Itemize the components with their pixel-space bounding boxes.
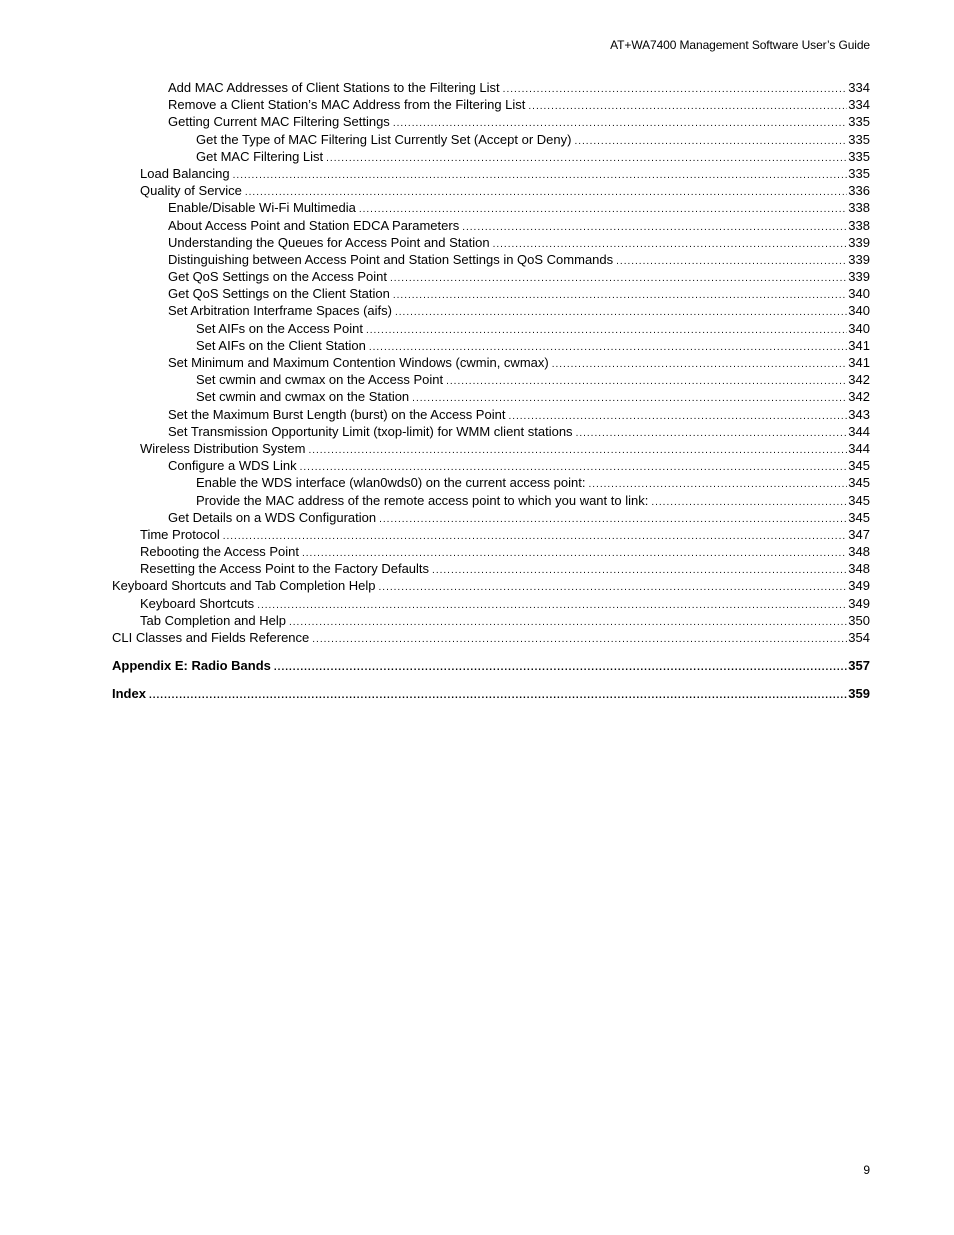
toc-entry-title: Set cwmin and cwmax on the Station [196,389,410,405]
toc-leader-dots [462,219,847,234]
toc-leader-dots [274,659,847,674]
toc-entry-page: 335 [848,148,870,164]
toc-leader-dots [432,562,847,577]
toc-leader-dots [393,287,847,302]
toc-entry-page: 336 [848,183,870,199]
toc-leader-dots [312,631,847,646]
toc-leader-dots [528,98,847,113]
toc-entry-title: Provide the MAC address of the remote access point to which you want to link: [196,492,649,508]
toc-entry-page: 339 [848,251,870,267]
toc-leader-dots [395,304,847,319]
toc-entry-title: Load Balancing [140,165,230,181]
toc-leader-dots [257,597,847,612]
toc-leader-dots [302,545,847,560]
toc-entry-page: 344 [848,440,870,456]
toc-entry[interactable] [112,199,870,216]
toc-leader-dots [493,236,848,251]
toc-entry[interactable] [112,685,870,702]
toc-entry-title: Keyboard Shortcuts [140,595,255,611]
toc-entry-page: 338 [848,200,870,216]
toc-entry[interactable] [112,612,870,629]
toc-entry-title: Remove a Client Station’s MAC Address from the Filtering List [168,97,526,113]
toc-leader-dots [552,356,848,371]
toc-entry-page: 347 [848,526,870,542]
toc-entry-title: Understanding the Queues for Access Point and Station [168,234,490,250]
toc-entry[interactable] [112,217,870,234]
toc-entry[interactable] [112,388,870,405]
toc-entry-page: 345 [848,492,870,508]
toc-entry-page: 334 [848,97,870,113]
toc-entry-title: Set Arbitration Interframe Spaces (aifs) [168,303,392,319]
toc-entry[interactable] [112,474,870,491]
toc-entry-page: 335 [848,114,870,130]
toc-entry-title: Configure a WDS Link [168,458,297,474]
toc-entry-page: 340 [848,303,870,319]
toc-leader-dots [616,253,847,268]
toc-leader-dots [446,373,847,388]
toc-entry-title: Quality of Service [140,183,242,199]
toc-entry[interactable] [112,320,870,337]
toc-entry-page: 341 [848,337,870,353]
toc-leader-dots [412,390,847,405]
toc-entry[interactable] [112,595,870,612]
toc-entry-title: Get the Type of MAC Filtering List Currently Set (Accept or Deny) [196,131,572,147]
toc-entry[interactable] [112,302,870,319]
toc-entry[interactable] [112,440,870,457]
toc-entry-title: Add MAC Addresses of Client Stations to the Filtering List [168,80,500,95]
running-header: AT+WA7400 Management Software User’s Guide [610,38,870,52]
toc-entry-page: 338 [848,217,870,233]
toc-leader-dots [393,115,847,130]
toc-entry-title: Get Details on a WDS Configuration [168,509,377,525]
toc-entry-title: Time Protocol [140,526,220,542]
toc-entry[interactable] [112,457,870,474]
toc-entry[interactable] [112,526,870,543]
toc-entry[interactable] [112,337,870,354]
toc-entry[interactable] [112,509,870,526]
toc-entry-title: Set the Maximum Burst Length (burst) on the Access Point [168,406,506,422]
toc-leader-dots [223,528,848,543]
toc-entry-title: Tab Completion and Help [140,612,286,628]
toc-leader-dots [379,511,847,526]
toc-entry-title: Keyboard Shortcuts and Tab Completion Help [112,578,376,594]
toc-entry[interactable] [112,285,870,302]
toc-entry[interactable] [112,406,870,423]
toc-entry[interactable] [112,182,870,199]
toc-entry[interactable] [112,423,870,440]
toc-entry-title: Set cwmin and cwmax on the Access Point [196,372,444,388]
toc-entry-title: Appendix E: Radio Bands [112,658,271,674]
toc-entry-title: CLI Classes and Fields Reference [112,630,310,645]
toc-entry-title: About Access Point and Station EDCA Parameters [168,217,460,233]
toc-leader-dots [366,322,847,337]
toc-entry[interactable] [112,371,870,388]
toc-entry-page: 348 [848,561,870,577]
toc-entry-title: Set Minimum and Maximum Contention Windows (cwmin, cwmax) [168,355,549,370]
toc-entry-page: 335 [848,165,870,181]
toc-entry-page: 340 [848,320,870,336]
table-of-contents [112,79,870,703]
page-number: 9 [863,1163,870,1177]
toc-entry[interactable] [112,96,870,113]
toc-entry-page: 345 [848,475,870,491]
toc-entry-title: Get QoS Settings on the Client Station [168,286,390,302]
toc-leader-dots [588,476,847,491]
toc-entry[interactable] [112,251,870,268]
toc-entry[interactable] [112,577,870,594]
toc-entry-page: 342 [848,372,870,388]
toc-leader-dots [308,442,847,457]
toc-entry-page: 344 [848,423,870,439]
toc-entry-title: Get MAC Filtering List [196,148,324,164]
toc-entry-title: Enable the WDS interface (wlan0wds0) on the current access point: [196,475,586,491]
toc-entry-page: 350 [848,612,870,628]
toc-entry-title: Set Transmission Opportunity Limit (txop-limit) for WMM client stations [168,423,573,439]
toc-leader-dots [379,579,848,594]
toc-entry-page: 334 [848,80,870,95]
toc-entry-title: Getting Current MAC Filtering Settings [168,114,390,130]
toc-entry-page: 341 [848,355,870,370]
toc-entry-page: 349 [848,578,870,594]
toc-entry-title: Set AIFs on the Client Station [196,337,366,353]
toc-entry[interactable] [112,113,870,130]
toc-entry-title: Resetting the Access Point to the Factory Defaults [140,561,430,577]
toc-entry-page: 339 [848,269,870,285]
toc-entry[interactable] [112,543,870,560]
toc-leader-dots [503,81,848,96]
toc-entry-title: Get QoS Settings on the Access Point [168,269,387,285]
toc-entry-title: Set AIFs on the Access Point [196,320,363,336]
toc-entry-page: 340 [848,286,870,302]
toc-entry[interactable] [112,165,870,182]
toc-entry-page: 345 [848,458,870,474]
toc-entry-page: 345 [848,509,870,525]
toc-entry-title: Enable/Disable Wi-Fi Multimedia [168,200,356,216]
toc-leader-dots [390,270,847,285]
toc-entry-page: 359 [848,686,870,702]
toc-leader-dots [574,133,847,148]
toc-entry[interactable] [112,79,870,96]
toc-entry-page: 335 [848,131,870,147]
toc-leader-dots [359,201,847,216]
toc-leader-dots [508,408,847,423]
toc-entry[interactable] [112,354,870,371]
toc-entry[interactable] [112,234,870,251]
toc-leader-dots [300,459,848,474]
toc-entry[interactable] [112,657,870,674]
toc-entry[interactable] [112,629,870,646]
toc-entry[interactable] [112,131,870,148]
toc-entry[interactable] [112,148,870,165]
toc-leader-dots [369,339,847,354]
toc-leader-dots [233,167,848,182]
toc-entry-title: Wireless Distribution System [140,440,306,456]
toc-entry-title: Distinguishing between Access Point and Station Settings in QoS Commands [168,251,614,267]
toc-entry-page: 349 [848,595,870,611]
toc-entry-page: 343 [848,406,870,422]
toc-entry-page: 354 [848,630,870,645]
toc-entry[interactable] [112,492,870,509]
toc-entry-page: 339 [848,234,870,250]
toc-leader-dots [149,687,847,702]
toc-leader-dots [651,494,847,509]
toc-leader-dots [576,425,848,440]
toc-leader-dots [326,150,847,165]
toc-entry-title: Rebooting the Access Point [140,544,299,560]
toc-entry[interactable] [112,560,870,577]
toc-entry[interactable] [112,268,870,285]
toc-entry-page: 342 [848,389,870,405]
toc-entry-page: 357 [848,658,870,674]
toc-entry-title: Index [112,686,146,702]
toc-leader-dots [245,184,847,199]
toc-leader-dots [289,614,847,629]
toc-entry-page: 348 [848,544,870,560]
